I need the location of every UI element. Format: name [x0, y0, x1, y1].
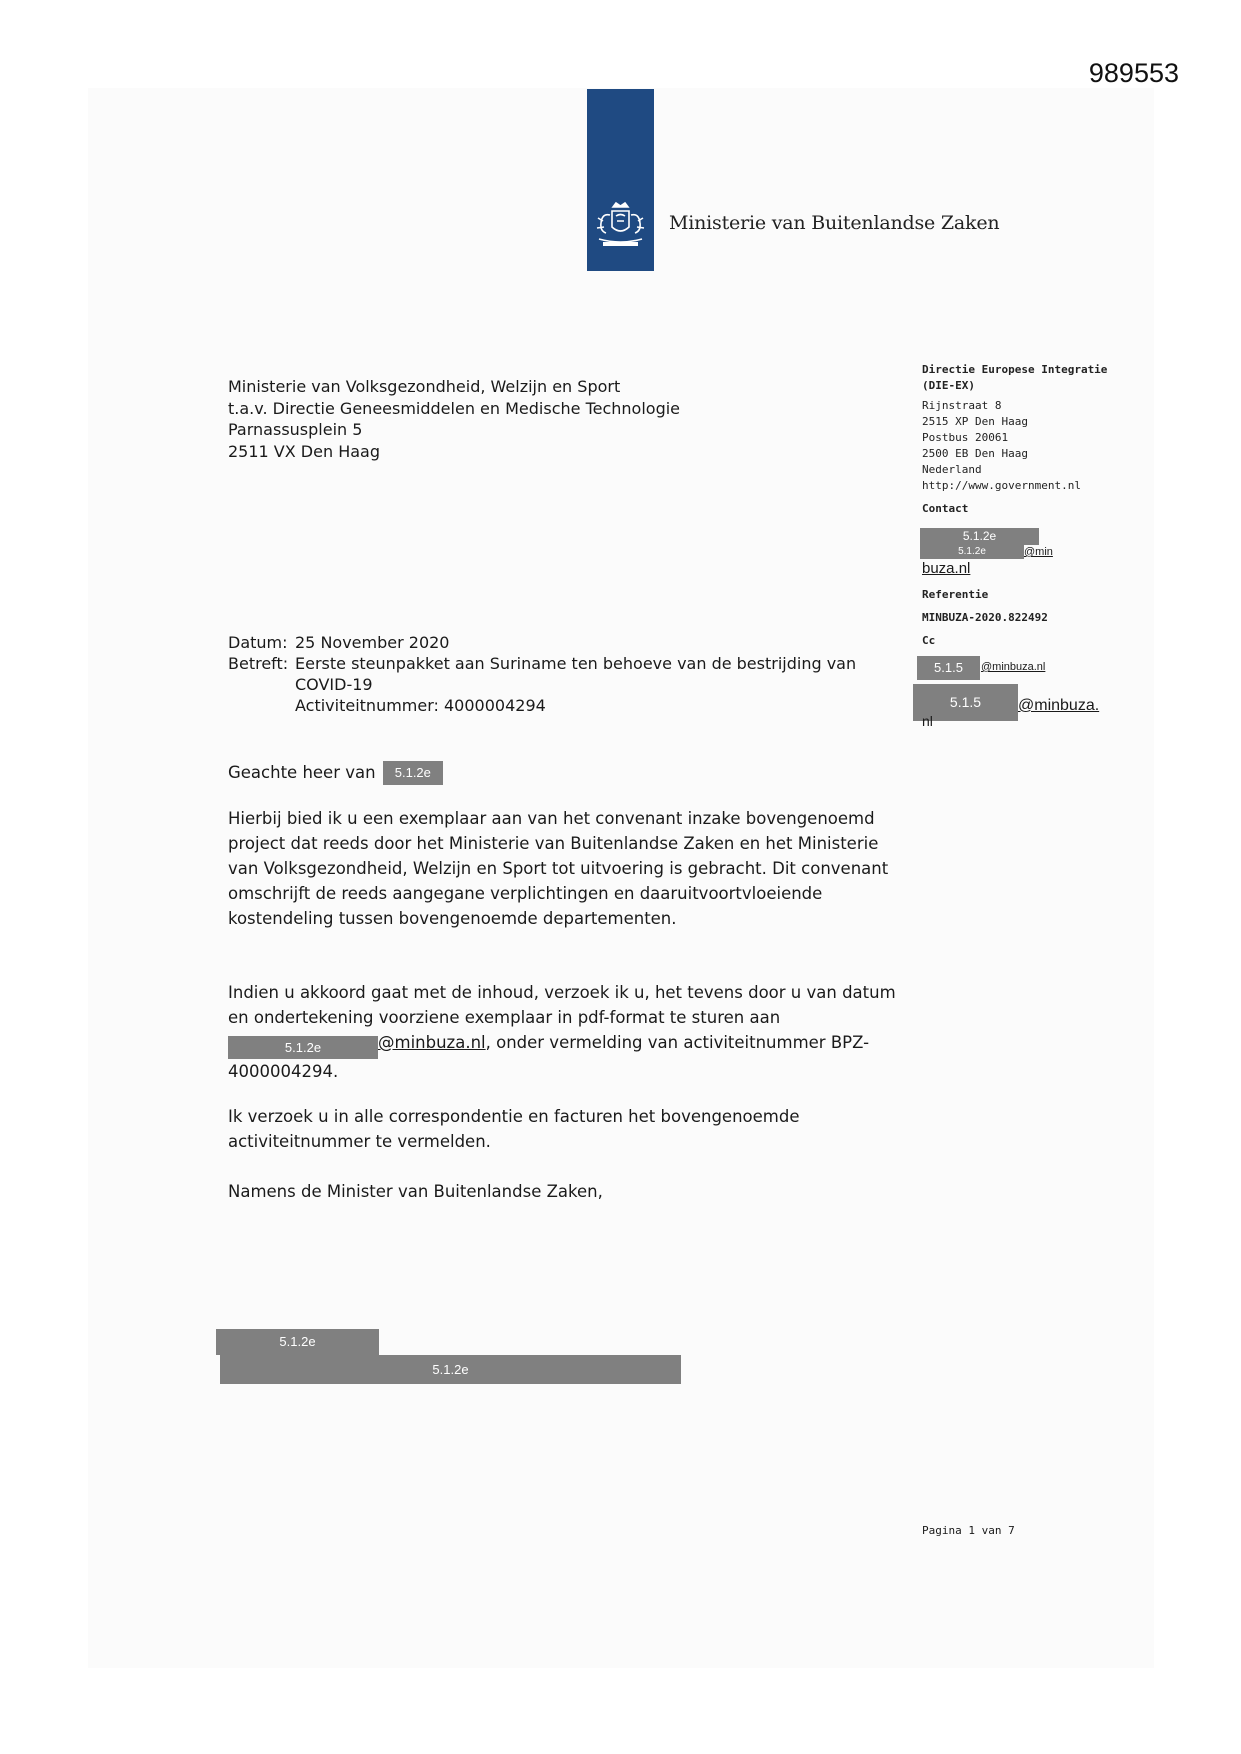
salutation — [228, 762, 443, 786]
sidebar-website: http://www.government.nl — [922, 479, 1081, 492]
redaction-box: 5.1.2e — [920, 545, 1024, 559]
redaction-box: 5.1.5 — [917, 656, 980, 680]
cc-email-suffix: nl — [922, 716, 933, 726]
contact-email-suffix: buza.nl — [922, 560, 971, 577]
coat-of-arms-icon — [593, 201, 648, 251]
redaction-box: 5.1.2e — [228, 1036, 378, 1059]
recipient-line: t.a.v. Directie Geneesmiddelen en Medische Technologie — [228, 398, 681, 418]
cc-email-suffix: @minbuza.nl — [981, 661, 1046, 673]
redaction-box: 5.1.5 — [913, 684, 1018, 721]
subject-line: COVID-19 — [295, 675, 373, 694]
redaction-box: 5.1.2e — [920, 528, 1039, 545]
sidebar-department-code: (DIE-EX) — [922, 379, 975, 392]
logo-bar — [587, 89, 654, 271]
recipient-line: Ministerie van Volksgezondheid, Welzijn en Sport — [228, 377, 621, 396]
subject-line: Eerste steunpakket aan Suriname ten behoeve van de bestrijding van — [295, 654, 857, 673]
sidebar-address-line: 2515 XP Den Haag — [922, 415, 1028, 428]
recipient-line: 2511 VX Den Haag — [228, 441, 380, 461]
sidebar-address-line: Rijnstraat 8 — [922, 399, 1002, 412]
sidebar-contact-label: Contact — [922, 502, 969, 515]
paragraph-text: Indien u akkoord gaat met de inhoud, verzoek ik u, het tevens door u van datum en ondertekening voorziene exemplaar in pdf-format te sturen aan — [228, 983, 896, 1027]
paragraph-text: , onder vermelding van activiteitnummer BPZ-4000004294. — [228, 1033, 870, 1081]
document-number: 989553 — [1088, 58, 1179, 88]
recipient-line: Parnassusplein 5 — [228, 420, 363, 439]
date-label: Datum: — [228, 633, 288, 652]
sidebar-address-line: 2500 EB Den Haag — [922, 447, 1028, 460]
page-number: Pagina 1 van 7 — [922, 1524, 1015, 1537]
body-paragraph — [228, 980, 908, 1084]
cc-label: Cc — [922, 634, 936, 647]
body-paragraph: Ik verzoek u in alle correspondentie en facturen het bovengenoemde activiteitnummer te vermelden. — [228, 1107, 800, 1151]
body-paragraph: Hierbij bied ik u een exemplaar aan van het convenant inzake bovengenoemd project dat reeds door het Ministerie van Buitenlandse Zaken en het Ministerie van Volksgezondheid, Welzijn en Sport tot uitvoering is gebracht. Dit convenant omschrijft de reeds aangegane verplichtingen en daaruitvoortvloeiende kostendeling tussen bovengenoemde departementen. — [228, 809, 889, 928]
signature-redaction-name: 5.1.2e — [216, 1329, 379, 1355]
ministry-name: Ministerie van Buitenlandse Zaken — [669, 212, 1000, 234]
contact-email-suffix: @min — [1024, 546, 1053, 558]
signature-redaction-title: 5.1.2e — [220, 1355, 681, 1384]
sidebar-department: Directie Europese Integratie — [922, 363, 1108, 376]
activity-number: Activiteitnummer: 4000004294 — [295, 696, 546, 715]
reference-value: MINBUZA-2020.822492 — [922, 611, 1048, 624]
closing-line: Namens de Minister van Buitenlandse Zaken, — [228, 1182, 603, 1201]
salutation-text: Geachte heer van — [228, 763, 376, 782]
reference-label: Referentie — [922, 588, 989, 601]
subject-label: Betreft: — [228, 654, 289, 673]
email-suffix: @minbuza.nl — [378, 1033, 486, 1052]
redaction-box: 5.1.2e — [383, 761, 443, 785]
cc-email-suffix: @minbuza. — [1018, 697, 1100, 714]
sender-sidebar — [922, 362, 1132, 517]
sidebar-address-line: Postbus 20061 — [922, 431, 1009, 444]
sidebar-reference — [922, 587, 1132, 649]
sidebar-address-line: Nederland — [922, 463, 982, 476]
date-value: 25 November 2020 — [295, 633, 450, 652]
recipient-address — [228, 376, 680, 462]
